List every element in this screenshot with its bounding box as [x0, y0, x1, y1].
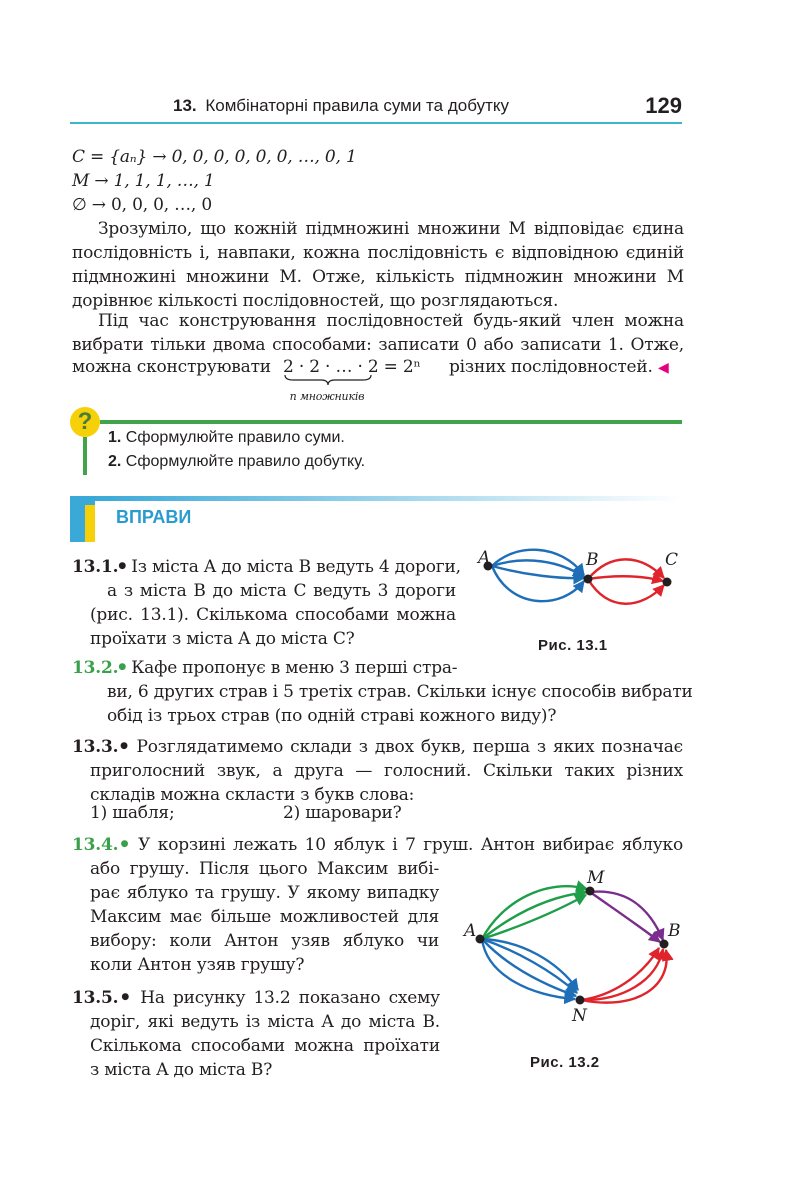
ex-13-3-line2: приголосний звук, а друга — голосний. Скільки таких різних: [90, 761, 683, 781]
ex-13-1-line3: (рис. 13.1). Скількома способами можна: [90, 605, 456, 625]
formula-c: C = {aₙ} → 0, 0, 0, 0, 0, 0, …, 0, 1: [72, 147, 357, 167]
difficulty-dot-icon: ●: [118, 992, 132, 1002]
ex-13-4-line1: [72, 833, 683, 857]
roads-a-b: [492, 550, 584, 601]
difficulty-dot-icon: ●: [118, 561, 126, 571]
ex-13-3-text: Розглядатимемо склади з двох букв, перша з яких позначає: [136, 737, 683, 757]
product-expression: 2 · 2 · … · 2 = 2ⁿ: [283, 357, 421, 377]
running-head: [0, 96, 682, 116]
question-text: Сформулюйте правило суми.: [125, 429, 345, 446]
ex-13-2-text: Кафе пропонує в меню 3 перші стра-: [131, 658, 458, 678]
ex-13-1-number: 13.1.: [72, 557, 119, 577]
exercises-top-rule: [95, 496, 682, 501]
question-number: 1.: [108, 429, 122, 446]
para2-line3-start: можна сконструювати: [72, 357, 271, 377]
figure-13-2-caption: Рис. 13.2: [530, 1054, 600, 1071]
ex-13-5-line2: доріг, які ведуть із міста A до міста B.: [90, 1012, 440, 1032]
question-number: 2.: [108, 453, 122, 470]
chapter-number: 13.: [173, 96, 197, 115]
para2-line1: Під час конструювання послідовностей будь-який член можна: [98, 311, 684, 331]
exercises-title: ВПРАВИ: [116, 507, 192, 527]
roads-n-b: [581, 948, 667, 1003]
ex-13-4-line2: або грушу. Після цього Максим вибі-: [90, 859, 439, 879]
label-n: N: [572, 1006, 587, 1026]
label-b: B: [586, 550, 599, 570]
para1-line2: послідовність і, навпаки, кожна послідовність є відповідною єдиній: [72, 243, 684, 263]
ex-13-3-option-1: 1) шабля;: [90, 803, 175, 823]
ex-13-3-number: 13.3.: [72, 737, 119, 757]
header-rule: [70, 122, 682, 124]
para2-line2: вибрати тільки двома способами: записати 0 або записати 1. Отже,: [72, 335, 684, 355]
question-mark-icon: ?: [70, 407, 100, 437]
ex-13-5-number: 13.5.: [72, 988, 119, 1008]
ex-13-2-line1: [72, 656, 456, 680]
ex-13-2-line3: обід із трьох страв (по одній страві кожного виду)?: [107, 706, 557, 726]
para1-line1: Зрозуміло, що кожній підмножині множини M відповідає єдина: [98, 219, 684, 239]
ex-13-1-text: Із міста A до міста B ведуть 4 дороги,: [131, 557, 461, 577]
ex-13-5-text: На рисунку 13.2 показано схему: [140, 988, 440, 1008]
ex-13-2-line2: ви, 6 других страв і 5 третіх страв. Скільки існує способів вибрати: [107, 682, 693, 702]
question-item-2: [108, 453, 365, 471]
para2-line3-end-text: різних послідовностей.: [449, 357, 653, 377]
ex-13-1-line1: [72, 555, 461, 579]
label-m: M: [587, 868, 605, 888]
roads-a-n: [482, 939, 578, 999]
exercises-bar-accent: [85, 505, 95, 542]
page-number: 129: [645, 93, 682, 118]
node-n: [576, 996, 585, 1005]
label-c: C: [665, 550, 679, 570]
ex-13-1-line2: а з міста B до міста C ведуть 3 дороги: [107, 581, 456, 601]
para2-line3-end: [449, 355, 669, 380]
ex-13-1-line4: проїхати з міста A до міста C?: [90, 629, 355, 649]
end-mark-icon: ◀: [657, 360, 669, 376]
ex-13-4-line5: вибору: коли Антон узяв яблуко чи: [90, 931, 439, 951]
ex-13-3-line3: складів можна скласти з букв слова:: [90, 785, 415, 805]
para1-line3: підмножині множини M. Отже, кількість підмножин множини M: [72, 267, 684, 287]
ex-13-3-option-2: 2) шаровари?: [283, 803, 402, 823]
figure-13-2: [462, 866, 687, 1026]
ex-13-4-number: 13.4.: [72, 835, 119, 855]
question-item-1: [108, 429, 345, 447]
ex-13-5-line3: Скількома способами можна проїхати: [90, 1036, 440, 1056]
roads-a-m: [482, 886, 587, 939]
ex-13-2-number: 13.2.: [72, 658, 119, 678]
questions-side-rule: [83, 437, 87, 475]
formula-m: M → 1, 1, 1, …, 1: [72, 171, 215, 191]
label-a: A: [464, 921, 477, 941]
node-a: [476, 935, 485, 944]
para1-line4: дорівнює кількості послідовностей, що розглядаються.: [72, 291, 559, 311]
difficulty-dot-icon: ●: [118, 741, 130, 751]
node-c: [663, 578, 672, 587]
ex-13-5-line4: з міста A до міста B?: [90, 1060, 273, 1080]
brace-caption: n множників: [289, 390, 365, 403]
roads-b-c: [588, 559, 664, 603]
node-b: [584, 575, 593, 584]
ex-13-4-line4: Максим має більше можливостей для: [90, 907, 439, 927]
difficulty-dot-icon: ●: [118, 662, 126, 672]
question-text: Сформулюйте правило добутку.: [125, 453, 366, 470]
figure-13-1: [470, 545, 685, 625]
ex-13-3-line1: [72, 735, 683, 759]
roads-m-b: [590, 892, 663, 942]
label-b: B: [668, 921, 681, 941]
questions-top-rule: [100, 420, 682, 424]
ex-13-4-text: У корзині лежать 10 яблук і 7 груш. Антон вибирає яблуко: [138, 835, 683, 855]
formula-empty: ∅ → 0, 0, 0, …, 0: [72, 195, 212, 215]
ex-13-4-line6: коли Антон узяв грушу?: [90, 955, 305, 975]
ex-13-4-line3: рає яблуко та грушу. У якому випадку: [90, 883, 439, 903]
figure-13-1-caption: Рис. 13.1: [538, 637, 608, 654]
label-a: A: [478, 548, 491, 568]
ex-13-5-line1: [72, 986, 440, 1010]
difficulty-dot-icon: ●: [118, 839, 131, 849]
chapter-title: Комбінаторні правила суми та добутку: [205, 96, 509, 115]
